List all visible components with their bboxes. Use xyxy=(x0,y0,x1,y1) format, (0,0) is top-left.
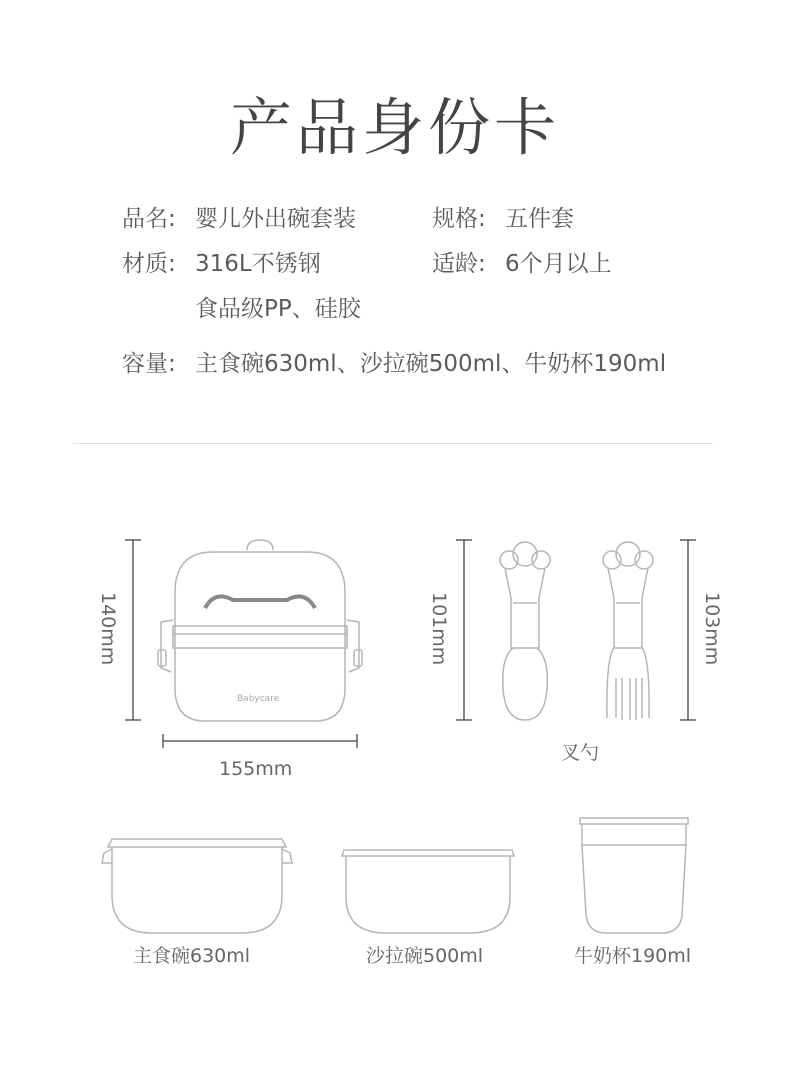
name-label: 品名: xyxy=(122,206,176,232)
milk-cup-illustration xyxy=(576,815,692,939)
divider xyxy=(73,443,713,444)
lunchbox-width-label: 155mm xyxy=(219,758,293,780)
material-value-2: 食品级PP、硅胶 xyxy=(195,296,361,322)
salad-bowl-label: 沙拉碗500ml xyxy=(366,945,484,967)
milk-cup-label: 牛奶杯190ml xyxy=(574,945,692,967)
spec-value: 五件套 xyxy=(505,206,574,232)
lunchbox-width-dimension xyxy=(160,730,360,750)
lunchbox-height-dimension xyxy=(120,535,150,725)
capacity-label: 容量: xyxy=(122,351,176,377)
age-value: 6个月以上 xyxy=(505,251,612,277)
spoon-height-dimension xyxy=(452,535,482,725)
material-label: 材质: xyxy=(122,251,176,277)
salad-bowl-illustration xyxy=(340,847,518,939)
spec-label: 规格: xyxy=(432,206,486,232)
fork-illustration xyxy=(600,538,662,728)
spoon-height-label: 101mm xyxy=(428,592,450,666)
main-bowl-illustration xyxy=(100,835,296,939)
main-bowl-label: 主食碗630ml xyxy=(133,945,251,967)
age-label: 适龄: xyxy=(432,251,486,277)
page-title: 产品身份卡 xyxy=(229,91,560,164)
name-value: 婴儿外出碗套装 xyxy=(195,206,356,232)
material-value-1: 316L不锈钢 xyxy=(195,251,321,277)
lunchbox-brand: Babycare xyxy=(237,694,280,704)
lunchbox-height-label: 140mm xyxy=(97,592,119,666)
capacity-value: 主食碗630ml、沙拉碗500ml、牛奶杯190ml xyxy=(195,351,667,377)
fork-height-label: 103mm xyxy=(701,592,723,666)
spoon-illustration xyxy=(495,538,557,728)
utensils-caption: 叉勺 xyxy=(561,742,600,764)
